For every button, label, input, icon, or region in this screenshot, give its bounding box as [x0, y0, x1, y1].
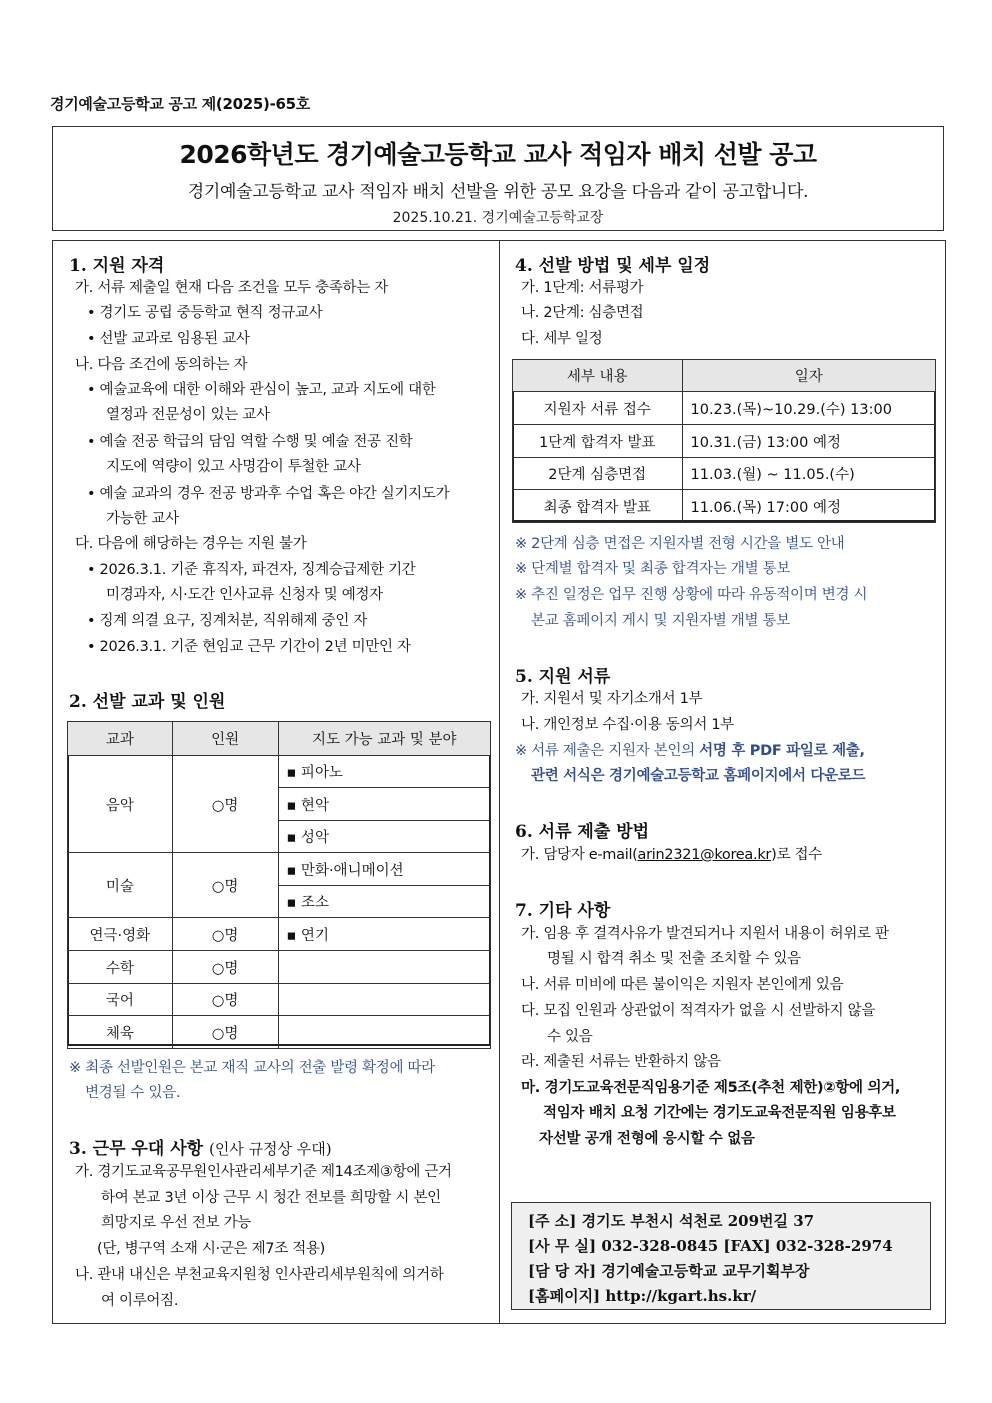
sec1-c: 다. 다음에 해당하는 경우는 지원 불가 — [75, 536, 307, 552]
sec4-note1: ※ 2단계 심층 면접은 지원자별 전형 시간을 별도 안내 — [515, 536, 845, 552]
sec1-c3: • 2026.3.1. 기준 현임교 근무 기간이 2년 미만인 자 — [87, 639, 411, 655]
page-title: 2026학년도 경기예술고등학교 교사 적임자 배치 선발 공고 — [179, 140, 817, 169]
sec4-a: 가. 1단계: 서류평가 — [521, 280, 644, 296]
count-drama: ○명 — [172, 918, 278, 951]
announcement-date: 2025.10.21. 경기예술고등학교장 — [392, 210, 604, 226]
schedule-table — [512, 359, 936, 523]
sec1-a2: • 선발 교과로 임용된 교사 — [87, 331, 250, 347]
contact-homepage[interactable]: [홈페이지] http://kgart.hs.kr/ — [528, 1287, 757, 1305]
contact-person: [담 당 자] 경기예술고등학교 교무기획부장 — [528, 1262, 810, 1280]
schedule-date: 10.23.(목)~10.29.(수) 13:00 — [682, 392, 936, 425]
sec1-b: 나. 다음 조건에 동의하는 자 — [75, 357, 248, 373]
subjects-header-subject: 교과 — [68, 722, 173, 756]
notice-number: 경기예술고등학교 공고 제(2025)-65호 — [50, 95, 310, 113]
field-sculpture: ▪ 조소 — [278, 886, 491, 918]
schedule-date: 11.03.(월) ~ 11.05.(수) — [682, 458, 936, 490]
schedule-date: 11.06.(목) 17:00 예정 — [682, 490, 936, 523]
subject-pe: 체육 — [68, 1016, 173, 1049]
field-strings: ▪ 현악 — [278, 788, 491, 821]
count-math: ○명 — [172, 951, 278, 984]
sec5-title: 5. 지원 서류 — [515, 667, 611, 687]
sec6-post: )로 접수 — [771, 847, 822, 863]
field-empty — [278, 1016, 491, 1049]
field-empty — [278, 951, 491, 984]
sec1-title: 1. 지원 자격 — [69, 256, 165, 276]
sec7-c1: 다. 모집 인원과 상관없이 적격자가 없을 시 선발하지 않을 — [521, 1003, 876, 1019]
sec4-c: 다. 세부 일정 — [521, 331, 603, 347]
sec3-a3: 희망지로 우선 전보 가능 — [101, 1215, 251, 1231]
subjects-table — [67, 721, 491, 1049]
sec2-note2: 변경될 수 있음. — [85, 1085, 181, 1101]
sec1-c1b: 미경과자, 시·도간 인사교류 신청자 및 예정자 — [106, 587, 383, 603]
schedule-date: 10.31.(금) 13:00 예정 — [682, 425, 936, 458]
sec1-a: 가. 서류 제출일 현재 다음 조건을 모두 충족하는 자 — [75, 280, 388, 296]
contact-address: [주 소] 경기도 부천시 석천로 209번길 37 — [528, 1212, 815, 1230]
sec7-e2: 적임자 배치 요청 기간에는 경기도교육전문직원 임용후보 — [543, 1105, 896, 1121]
sec6-pre: 가. 담당자 e-mail( — [521, 847, 638, 863]
sec3-title-main: 3. 근무 우대 사항 — [69, 1139, 204, 1159]
sec7-title: 7. 기타 사항 — [515, 901, 611, 921]
field-piano: ▪ 피아노 — [278, 756, 491, 788]
subjects-header-field: 지도 가능 교과 및 분야 — [278, 722, 491, 756]
schedule-item: 최종 합격자 발표 — [513, 490, 683, 523]
schedule-item: 2단계 심층면접 — [513, 458, 683, 490]
sec3-b2: 여 이루어짐. — [101, 1293, 179, 1309]
count-music: ○명 — [172, 756, 278, 853]
field-animation: ▪ 만화·애니메이션 — [278, 853, 491, 886]
header-box — [52, 126, 944, 231]
sec4-title: 4. 선발 방법 및 세부 일정 — [515, 256, 711, 276]
sec5-a: 가. 지원서 및 자기소개서 1부 — [521, 691, 703, 707]
sec1-b3b: 가능한 교사 — [106, 511, 179, 527]
sec7-e3: 자선발 공개 전형에 응시할 수 없음 — [539, 1131, 755, 1147]
sec5-note2: 관련 서식은 경기예술고등학교 홈페이지에서 다운로드 — [531, 768, 866, 784]
sec3-b1: 나. 관내 내신은 부천교육지원청 인사관리세부원칙에 의거하 — [75, 1267, 444, 1283]
schedule-header-item: 세부 내용 — [513, 360, 683, 392]
sec4-note2: ※ 단계별 합격자 및 최종 합격자는 개별 통보 — [515, 561, 791, 577]
sec1-b2a: • 예술 전공 학급의 담임 역할 수행 및 예술 전공 진학 — [87, 434, 413, 450]
sec4-b: 나. 2단계: 심층면접 — [521, 305, 644, 321]
sec3-a2: 하여 본교 3년 이상 근무 시 청간 전보를 희망할 시 본인 — [101, 1190, 441, 1206]
sec7-e1: 마. 경기도교육전문직임용기준 제5조(추천 제한)②항에 의거, — [521, 1080, 901, 1096]
sec1-b1b: 열정과 전문성이 있는 교사 — [106, 407, 270, 423]
sec4-note3b: 본교 홈페이지 게시 및 지원자별 개별 통보 — [531, 613, 790, 629]
field-vocal: ▪ 성악 — [278, 821, 491, 853]
sec3-a4: (단, 병구역 소재 시·군은 제7조 적용) — [97, 1241, 325, 1257]
sec7-a1: 가. 임용 후 결격사유가 발견되거나 지원서 내용이 허위로 판 — [521, 926, 889, 942]
sec3-title — [69, 1134, 332, 1159]
email-link[interactable]: arin2321@korea.kr — [637, 847, 772, 863]
subject-math: 수학 — [68, 951, 173, 984]
sec2-title: 2. 선발 교과 및 인원 — [69, 692, 226, 712]
sec5-note1 — [515, 741, 865, 761]
sec7-a2: 명될 시 합격 취소 및 전출 조치할 수 있음 — [547, 951, 801, 967]
field-acting: ▪ 연기 — [278, 918, 491, 951]
sec3-a1: 가. 경기도교육공무원인사관리세부기준 제14조제③항에 근거 — [75, 1164, 452, 1180]
field-empty — [278, 984, 491, 1016]
sec7-d: 라. 제출된 서류는 반환하지 않음 — [521, 1054, 721, 1070]
sec1-c2: • 징계 의결 요구, 징계처분, 직위해제 중인 자 — [87, 613, 368, 629]
contact-phone: [사 무 실] 032-328-0845 [FAX] 032-328-2974 — [528, 1237, 893, 1255]
subjects-header-count: 인원 — [172, 722, 278, 756]
subject-drama: 연극·영화 — [68, 918, 173, 951]
sec7-b: 나. 서류 미비에 따른 불이익은 지원자 본인에게 있음 — [521, 977, 844, 993]
sec4-note3a: ※ 추진 일정은 업무 진행 상황에 따라 유동적이며 변경 시 — [515, 587, 868, 603]
sec7-c2: 수 있음 — [547, 1029, 593, 1045]
contact-box — [511, 1202, 931, 1310]
sec1-a1: • 경기도 공립 중등학교 현직 정규교사 — [87, 305, 323, 321]
sec5-note1-bold: 서명 후 PDF 파일로 제출, — [699, 743, 865, 759]
count-korean: ○명 — [172, 984, 278, 1016]
sec1-b2b: 지도에 역량이 있고 사명감이 투철한 교사 — [106, 459, 361, 475]
sec1-b3a: • 예술 교과의 경우 전공 방과후 수업 혹은 야간 실기지도가 — [87, 486, 450, 502]
right-column — [499, 241, 945, 1323]
left-column — [53, 241, 500, 1323]
subject-music: 음악 — [68, 756, 173, 853]
schedule-item: 1단계 합격자 발표 — [513, 425, 683, 458]
schedule-item: 지원자 서류 접수 — [513, 392, 683, 425]
sec5-b: 나. 개인정보 수집·이용 동의서 1부 — [521, 717, 734, 733]
sec3-title-sub: (인사 규정상 우대) — [208, 1140, 332, 1158]
subject-art: 미술 — [68, 853, 173, 918]
sec6-title: 6. 서류 제출 방법 — [515, 822, 650, 842]
sec2-note1: ※ 최종 선발인원은 본교 재직 교사의 전출 발령 확정에 따라 — [69, 1060, 435, 1076]
sec5-note1-text: ※ 서류 제출은 지원자 본인의 — [515, 743, 700, 759]
count-art: ○명 — [172, 853, 278, 918]
sec1-b1a: • 예술교육에 대한 이해와 관심이 높고, 교과 지도에 대한 — [87, 382, 436, 398]
schedule-header-date: 일자 — [682, 360, 936, 392]
sec1-c1a: • 2026.3.1. 기준 휴직자, 파견자, 징계승급제한 기간 — [87, 562, 416, 578]
main-content — [52, 240, 946, 1324]
subject-korean: 국어 — [68, 984, 173, 1016]
count-pe: ○명 — [172, 1016, 278, 1049]
page-subtitle: 경기예술고등학교 교사 적임자 배치 선발을 위한 공모 요강을 다음과 같이 공고합니다. — [187, 182, 809, 202]
sec6-line — [521, 845, 822, 865]
